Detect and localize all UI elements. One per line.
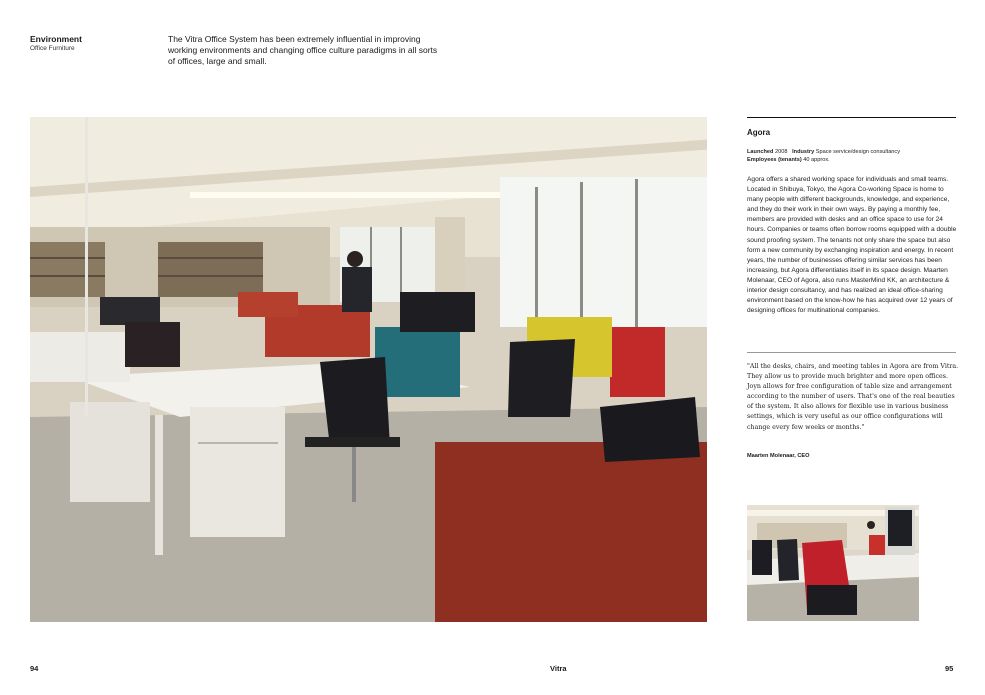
launched-label: Launched <box>747 149 774 155</box>
sidebar-divider <box>747 352 956 353</box>
employees-value: 40 approx. <box>803 157 830 163</box>
office-detail-photo <box>747 505 919 621</box>
running-footer: Vitra <box>550 664 567 673</box>
page-number-left: 94 <box>30 664 39 673</box>
page-number-right: 95 <box>945 664 954 673</box>
sidebar-top-rule <box>747 117 956 118</box>
sidebar-body: Agora offers a shared working space for individuals and small teams. Located in Shibuya, Tokyo, the Agora Co-working Space is home to many people with different backgrounds, knowledge, and experience, and they do their work in their own ways. By paying a monthly fee, members are provided with desks and an office space to use for 24 hours. Companies or teams often borrow rooms equipped with a double sound proofing system. The tenants not only share the space but also form a new community by exchanging inspiration and energy. In recent years, the number of businesses offering similar services has been increasing, but Agora differentiates itself in its space design. Maarten Molenaar, CEO of Agora, also runs MasterMind KK, an architecture & interior design consultancy, and has realized an ideal office-sharing environment based on the know-how he has acquired over 12 years of designing offices for multinational companies. <box>747 176 957 315</box>
section-title: Environment <box>30 34 82 44</box>
industry-label: Industry <box>792 149 815 155</box>
quote-author: Maarten Molenaar, CEO <box>747 453 810 459</box>
company-facts <box>747 148 959 164</box>
sidebar-title: Agora <box>747 128 771 137</box>
intro-paragraph: The Vitra Office System has been extremely influential in improving working environments and changing office culture paradigms in all sorts of offices, large and small. <box>168 34 438 66</box>
ceo-quote: "All the desks, chairs, and meeting tables in Agora are from Vitra. They allow us to provide much brighter and more open offices. Joyn allows for free configuration of table size and arrangement according to the number of users. That's one of the real beauties of the system. It also allows for flexible use in various business settings, which is very useful as our office configurations will change every few weeks or months." <box>747 363 959 431</box>
employees-label: Employees (tenants) <box>747 157 802 163</box>
open-plan-office-photo <box>30 117 707 622</box>
industry-value: Space service/design consultancy <box>815 149 901 155</box>
launched-value: 2008 <box>774 149 788 155</box>
section-subtitle: Office Furniture <box>30 45 75 52</box>
